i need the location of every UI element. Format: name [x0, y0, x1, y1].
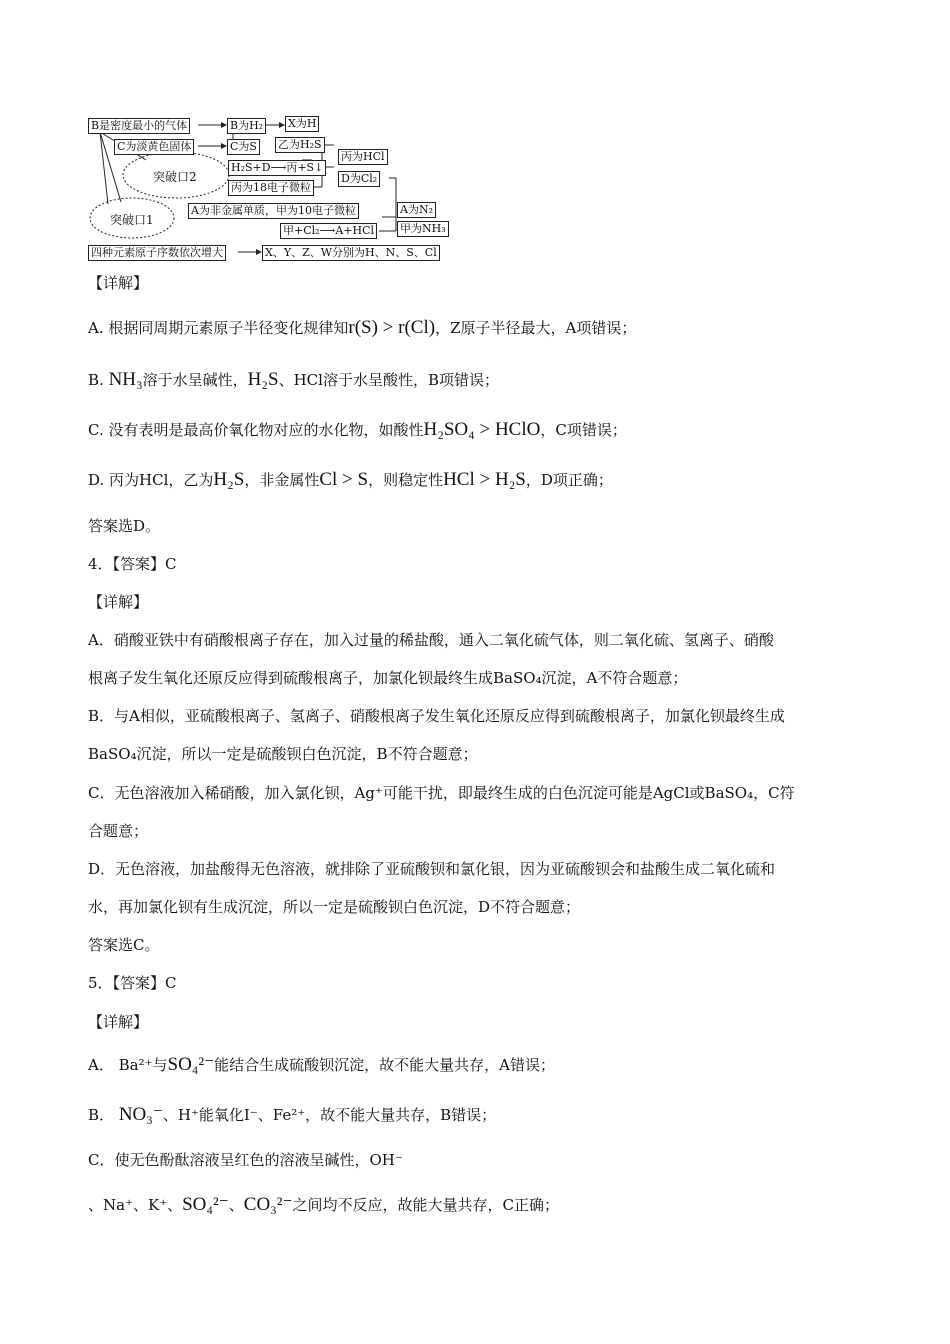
box-c-yellow: C为淡黄色固体	[114, 139, 194, 155]
box-a-n2: A为N₂	[397, 202, 436, 218]
box-yi-h2s: 乙为H₂S	[275, 137, 325, 153]
box-four-elements: 四种元素原子序数依次增大	[88, 245, 226, 261]
q4-option-b-line1: B．与A相似，亚硫酸根离子、氢离子、硝酸根离子发生氧化还原反应得到硫酸根离子，加氯化钡最终生成	[88, 707, 785, 725]
formula-nh3: NH₃	[108, 369, 143, 390]
formula-h2s: H₂S	[247, 369, 279, 390]
q4-header: 4．【答案】C	[88, 555, 177, 573]
q5-option-c-line2: 、Na⁺、K⁺、SO₄²⁻、CO₃²⁻之间均不反应，故能大量共存，C正确；	[88, 1194, 559, 1215]
q3-answer: 答案选D。	[88, 517, 161, 535]
q5-option-a: A． Ba²⁺与SO₄²⁻能结合生成硫酸钡沉淀，故不能大量共存，A错误；	[88, 1054, 555, 1075]
box-jia-nh3: 甲为NH₃	[397, 221, 449, 237]
q4-option-d-line2: 水，再加氯化钡有生成沉淀，所以一定是硫酸钡白色沉淀，D不符合题意；	[88, 898, 581, 916]
q5-option-c-line1: C．使无色酚酞溶液呈红色的溶液呈碱性，OH⁻	[88, 1151, 403, 1169]
q5-detail-heading: 【详解】	[88, 1013, 149, 1031]
box-d-cl2: D为Cl₂	[338, 171, 380, 187]
q3-option-b: B. NH₃溶于水呈碱性，H₂S、HCl溶于水呈酸性，B项错误；	[88, 369, 499, 390]
formula-sulfate: SO₄²⁻	[167, 1054, 215, 1075]
q4-option-c-line2: 合题意；	[88, 822, 149, 840]
q3-option-a: A. 根据同周期元素原子半径变化规律知r(S) > r(Cl)，Z原子半径最大，A项错误；	[88, 317, 637, 338]
box-b-density: B是密度最小的气体	[88, 118, 190, 134]
inference-diagram	[86, 112, 456, 264]
formula-nitrate: NO₃⁻	[118, 1104, 163, 1125]
q4-option-d-line1: D．无色溶液，加盐酸得无色溶液，就排除了亚硫酸钡和氯化银，因为亚硫酸钡会和盐酸生成二氧化硫和	[88, 860, 776, 878]
box-jia-reaction: 甲+Cl₂⟶A+HCl	[280, 223, 377, 239]
q4-option-a-line1: A．硝酸亚铁中有硝酸根离子存在，加入过量的稀盐酸，通入二氧化硫气体，则二氧化硫、氢离子、硝酸	[88, 631, 774, 649]
formula-nonmetal: Cl > S	[319, 469, 369, 490]
q3-option-c: C. 没有表明是最高价氧化物对应的水化物，如酸性H₂SO₄ > HClO，C项错误；	[88, 419, 627, 440]
box-h2s-reaction: H₂S+D⟶丙+S↓	[228, 160, 326, 176]
box-a-nonmetal: A为非金属单质，甲为10电子微粒	[188, 203, 359, 219]
box-x-h: X为H	[285, 116, 319, 132]
formula-stability: HCl > H₂S	[443, 469, 526, 490]
box-c-s: C为S	[227, 139, 260, 155]
q4-option-c-line1: C．无色溶液加入稀硝酸，加入氯化钡，Ag⁺可能干扰，即最终生成的白色沉淀可能是AgCl或BaSO₄，C符	[88, 784, 795, 802]
label-breakthrough1: 突破口1	[110, 213, 154, 227]
q4-detail-heading: 【详解】	[88, 593, 149, 611]
formula-acidity: H₂SO₄ > HClO	[423, 419, 541, 440]
box-xyzw: X、Y、Z、W分别为H、N、S、Cl	[262, 245, 440, 261]
box-b-h2: B为H₂	[227, 118, 266, 134]
formula-radius: r(S) > r(Cl)	[348, 317, 436, 338]
box-bing-18e: 丙为18电子微粒	[228, 180, 314, 196]
q4-option-a-line2: 根离子发生氧化还原反应得到硫酸根离子，加氯化钡最终生成BaSO₄沉淀，A不符合题意；	[88, 669, 688, 687]
q4-answer: 答案选C。	[88, 936, 160, 954]
q5-option-b: B． NO₃⁻、H⁺能氧化I⁻、Fe²⁺，故不能大量共存，B错误；	[88, 1104, 497, 1125]
q3-detail-heading: 【详解】	[88, 274, 149, 292]
label-breakthrough2: 突破口2	[153, 170, 197, 184]
formula-sulfate-c: SO₄²⁻	[182, 1194, 229, 1215]
q4-option-b-line2: BaSO₄沉淀，所以一定是硫酸钡白色沉淀，B不符合题意；	[88, 745, 478, 763]
formula-h2s-d: H₂S	[213, 469, 245, 490]
q3-option-d: D. 丙为HCl，乙为H₂S，非金属性Cl > S，则稳定性HCl > H₂S，D项正确；	[88, 469, 613, 490]
q5-header: 5．【答案】C	[88, 974, 177, 992]
formula-carbonate: CO₃²⁻	[243, 1194, 293, 1215]
box-bing-hcl: 丙为HCl	[338, 149, 388, 165]
